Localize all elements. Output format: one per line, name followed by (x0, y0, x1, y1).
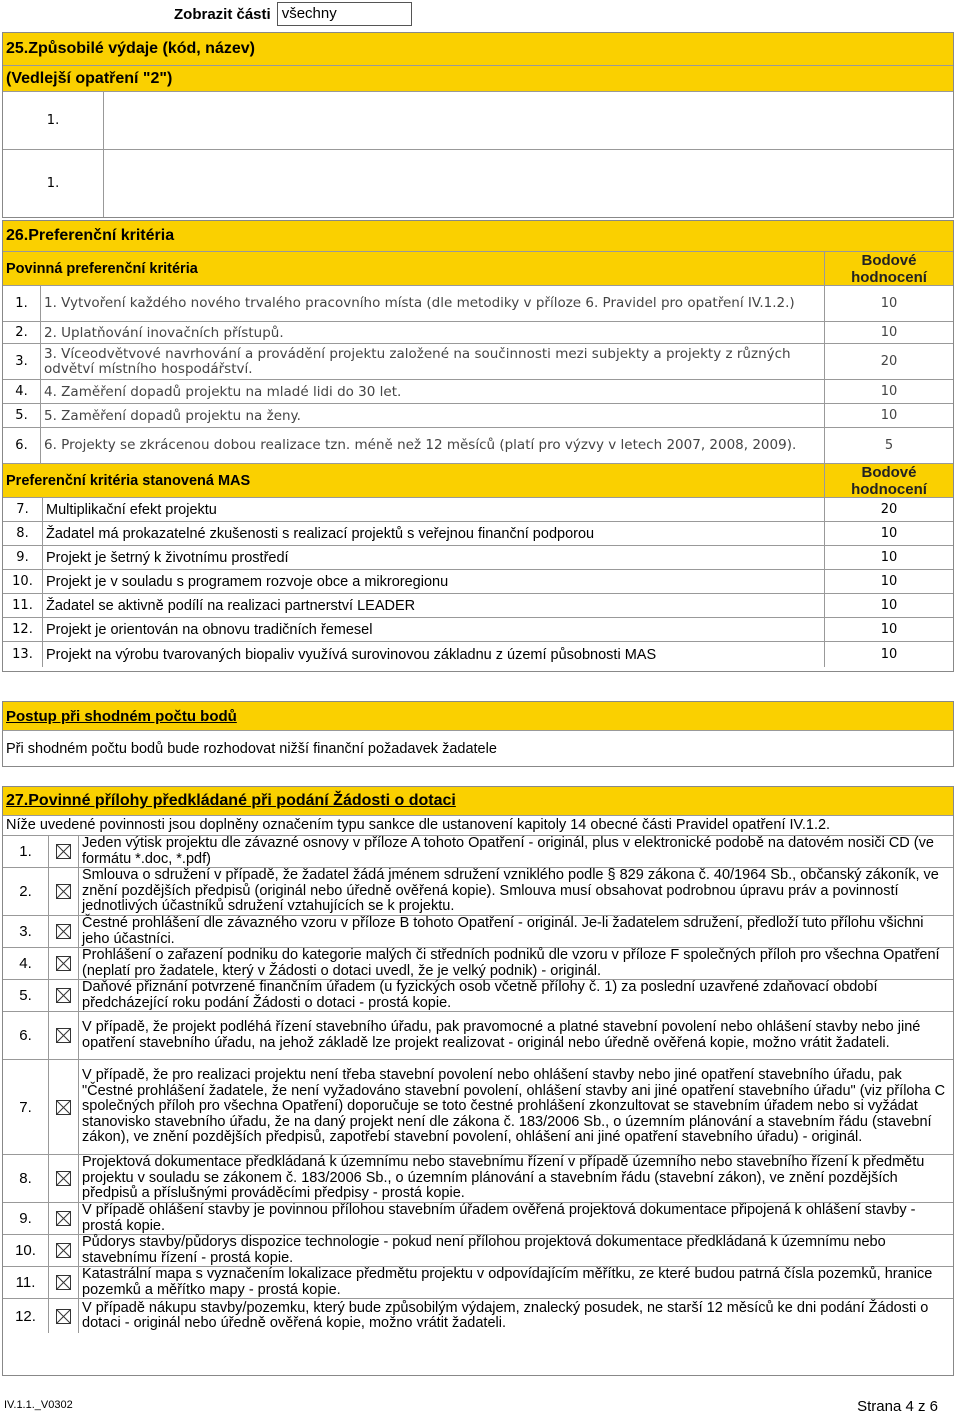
criterion-row (3, 593, 953, 617)
attachment-number: 7. (3, 1060, 49, 1154)
attachment-checkbox-cell (49, 980, 79, 1011)
attachment-number: 6. (3, 1012, 49, 1059)
criterion-number: 13. (3, 642, 43, 667)
attachment-text: Katastrální mapa s vyznačením lokalizace předmětu projektu v odpovídajícím měřítku, ze které budou patrná čísla pozemků, hranice pozemků a měřítko mapy - prostá kopie. (82, 1266, 933, 1298)
criterion-text: Žadatel má prokazatelné zkušenosti s realizací projektů s veřejnou finanční podporou (43, 522, 825, 545)
attachment-checkbox-cell (49, 1155, 79, 1202)
criterion-row (3, 285, 953, 321)
tie-break-section (2, 701, 954, 767)
criterion-points: 20 (880, 354, 898, 369)
criterion-row (3, 521, 953, 545)
attachment-row (3, 1202, 953, 1234)
section-25-subtitle: (Vedlejší opatření "2") (3, 65, 953, 91)
attachment-text: Čestné prohlášení dle závazného vzoru v příloze B tohoto Opatření - originál. Je-li žadatelem sdružení, předloží tuto přílohu všichni jeho účastníci. (82, 915, 924, 947)
criterion-points: 10 (880, 574, 898, 589)
attachment-checkbox-cell (49, 1299, 79, 1333)
attachment-row (3, 1011, 953, 1059)
table-row (3, 91, 953, 149)
attachment-checkbox-cell (49, 916, 79, 947)
criterion-text: Projekt je orientován na obnovu tradičních řemesel (43, 618, 825, 641)
checked-checkbox[interactable] (56, 1275, 71, 1290)
criterion-number: 8. (3, 522, 43, 545)
criterion-points: 10 (880, 296, 898, 311)
criterion-points: 10 (880, 384, 898, 399)
cross-mark-icon (57, 885, 70, 898)
criterion-row (3, 497, 953, 521)
checked-checkbox[interactable] (56, 988, 71, 1003)
points-header: Bodové hodnocení (825, 464, 953, 497)
attachment-checkbox-cell (49, 868, 79, 915)
attachment-number: 2. (3, 868, 49, 915)
criterion-number: 2. (3, 322, 41, 343)
cross-mark-icon (57, 1310, 70, 1323)
attachment-text: Půdorys stavby/půdorys dispozice technologie - pokud není přílohou projektová dokumentace předkládaná k územnímu nebo stavebnímu řízení - prostá kopie. (82, 1234, 886, 1266)
criterion-number: 6. (3, 428, 41, 463)
attachment-number: 10. (3, 1235, 49, 1266)
attachment-text: Prohlášení o zařazení podniku do kategorie malých či středních podniků dle vzoru v příloze F společných příloh pro všechna Opatření (neplatí pro žadatele, který v Žádosti o dotaci uvedl, že je velký podnik) - originál. (82, 947, 940, 979)
criterion-text: 5. Zaměření dopadů projektu na ženy. (41, 404, 825, 427)
attachment-row (3, 979, 953, 1011)
attachment-text: V případě ohlášení stavby je povinnou přílohou stavebním úřadem ověřená projektová dokumentace připojená k ohlášení stavby - prostá kopie. (82, 1202, 916, 1234)
mas-header-row (3, 463, 953, 497)
row-number: 1. (3, 92, 104, 149)
section-27-title: 27.Povinné přílohy předkládané při podání Žádosti o dotaci (3, 787, 953, 815)
checked-checkbox[interactable] (56, 1100, 71, 1115)
criterion-row (3, 343, 953, 379)
attachments-intro: Níže uvedené povinnosti jsou doplněny označením typu sankce dle ustanovení kapitoly 14 obecné části Pravidel opatření IV.1.2. (3, 815, 953, 835)
attachment-text: Jeden výtisk projektu dle závazné osnovy v příloze A tohoto Opatření - originál, plus v elektronické podobě na datovém nosiči CD (ve formátu *.doc, *.pdf) (82, 835, 934, 867)
criterion-number: 5. (3, 404, 41, 427)
attachment-checkbox-cell (49, 1203, 79, 1234)
criterion-points: 10 (880, 550, 898, 565)
criterion-number: 3. (3, 344, 41, 379)
attachment-text: Projektová dokumentace předkládaná k územnímu nebo stavebnímu řízení v případě územního nebo stavebního řízení k předmětu projektu v souladu se zákonem č. 183/2006 Sb., o územním plánování a stavebním řádu (stavební zákon), ve znění pozdějších předpisů a příslušnými prováděcími předpisy - prostá kopie. (82, 1154, 925, 1202)
mandatory-criteria-title: Povinná preferenční kritéria (3, 252, 825, 285)
attachment-row (3, 1059, 953, 1154)
section-select[interactable]: všechny (277, 2, 412, 26)
tie-break-text: Při shodném počtu bodů bude rozhodovat nižší finanční požadavek žadatele (6, 740, 497, 757)
cross-mark-icon (57, 1276, 70, 1289)
cross-mark-icon (57, 1244, 70, 1257)
attachment-number: 1. (3, 836, 49, 867)
checked-checkbox[interactable] (56, 1171, 71, 1186)
attachment-text: Daňové přiznání potvrzené finančním úřadem (u fyzických osob včetně přílohy č. 1) za poslední uzavřené zdaňovací období předcházející roku podání Žádosti o dotaci - prostá kopie. (82, 979, 878, 1011)
cross-mark-icon (57, 845, 70, 858)
criterion-text: Multiplikační efekt projektu (43, 498, 825, 521)
attachment-row (3, 947, 953, 979)
cross-mark-icon (57, 1029, 70, 1042)
criterion-points: 10 (880, 325, 898, 340)
criterion-points: 10 (880, 526, 898, 541)
criterion-points: 10 (880, 647, 898, 662)
attachment-number: 4. (3, 948, 49, 979)
criterion-row (3, 617, 953, 641)
attachment-row (3, 1266, 953, 1298)
criterion-text: 4. Zaměření dopadů projektu na mladé lidi do 30 let. (41, 380, 825, 403)
cross-mark-icon (57, 957, 70, 970)
criterion-points: 5 (884, 438, 894, 453)
criterion-text: Žadatel se aktivně podílí na realizaci partnerství LEADER (43, 594, 825, 617)
row-content (104, 92, 953, 149)
section-25-title: 25.Způsobilé výdaje (kód, název) (3, 33, 953, 65)
table-row (3, 149, 953, 217)
criterion-text: 1. Vytvoření každého nového trvalého pracovního místa (dle metodiky v příloze 6. Pravidel pro opatření IV.1.2.) (41, 286, 825, 321)
section-25 (2, 32, 954, 218)
points-header: Bodové hodnocení (825, 252, 953, 285)
checked-checkbox[interactable] (56, 884, 71, 899)
attachments-list (3, 835, 953, 1333)
attachment-text: V případě nákupu stavby/pozemku, který bude způsobilým výdajem, znalecký posudek, ne starší 12 měsíců ke dni podání Žádosti o dotaci - originál nebo úředně ověřená kopie, možno vrátit žadateli. (82, 1299, 929, 1331)
row-content (104, 150, 953, 217)
checked-checkbox[interactable] (56, 1028, 71, 1043)
tie-break-row (3, 730, 953, 766)
attachment-row (3, 1154, 953, 1202)
criterion-text: Projekt je v souladu s programem rozvoje obce a mikroregionu (43, 570, 825, 593)
criterion-text: 3. Víceodvětvové navrhování a provádění projektu založené na součinnosti mezi subjekty a projekty z různých odvětví místního hospodářství. (41, 344, 825, 379)
attachment-number: 12. (3, 1299, 49, 1333)
attachment-checkbox-cell (49, 948, 79, 979)
checked-checkbox[interactable] (56, 924, 71, 939)
criterion-number: 12. (3, 618, 43, 641)
criterion-row (3, 545, 953, 569)
section-26 (2, 220, 954, 672)
checked-checkbox[interactable] (56, 844, 71, 859)
criterion-number: 1. (3, 286, 41, 321)
attachment-number: 9. (3, 1203, 49, 1234)
attachment-number: 3. (3, 916, 49, 947)
cross-mark-icon (57, 1172, 70, 1185)
attachment-row (3, 867, 953, 915)
cross-mark-icon (57, 989, 70, 1002)
criterion-points: 20 (880, 502, 898, 517)
criterion-text: 2. Uplatňování inovačních přístupů. (41, 322, 825, 343)
attachment-text: V případě, že projekt podléhá řízení stavebního úřadu, pak pravomocné a platné stavební povolení nebo ohlášení stavby nebo jiné opatření stavebního úřadu, na jehož základě lze projekt realizovat - originál nebo úředně ověřená kopie, možno vrátit žadateli. (82, 1019, 921, 1051)
cross-mark-icon (57, 1212, 70, 1225)
criterion-number: 7. (3, 498, 43, 521)
attachment-checkbox-cell (49, 1012, 79, 1059)
checked-checkbox[interactable] (56, 956, 71, 971)
criterion-points: 10 (880, 408, 898, 423)
cross-mark-icon (57, 925, 70, 938)
criterion-row (3, 321, 953, 343)
filter-label: Zobrazit části (174, 5, 271, 23)
criterion-number: 10. (3, 570, 43, 593)
criterion-number: 11. (3, 594, 43, 617)
attachment-row (3, 835, 953, 867)
criterion-row (3, 379, 953, 403)
criterion-text: Projekt na výrobu tvarovaných biopaliv využívá surovinovou základnu z území působnosti MAS (43, 642, 825, 667)
attachment-row (3, 915, 953, 947)
checked-checkbox[interactable] (56, 1309, 71, 1324)
page-number: Strana 4 z 6 (857, 1398, 938, 1415)
criterion-text: 6. Projekty se zkrácenou dobou realizace tzn. méně než 12 měsíců (platí pro výzvy v letech 2007, 2008, 2009). (41, 428, 825, 463)
row-number: 1. (3, 150, 104, 217)
attachment-number: 8. (3, 1155, 49, 1202)
section-26-title: 26.Preferenční kritéria (3, 221, 953, 251)
attachment-checkbox-cell (49, 836, 79, 867)
attachment-number: 11. (3, 1267, 49, 1298)
tie-break-title: Postup při shodném počtu bodů (3, 702, 953, 730)
checked-checkbox[interactable] (56, 1243, 71, 1258)
section-27 (2, 786, 954, 1376)
cross-mark-icon (57, 1101, 70, 1114)
attachment-row (3, 1234, 953, 1266)
attachment-text: Smlouva o sdružení v případě, že žadatel žádá jménem sdružení vzniklého podle § 829 zákona č. 40/1964 Sb., občanský zákoník, ve znění pozdějších předpisů (originál nebo úředně ověřená kopie). Smlouva musí obsahovat podrobnou úpravu práv a povinností jednotlivých účastníků sdružení vztahujících se k projektu. (82, 867, 939, 915)
criterion-row (3, 427, 953, 463)
mandatory-header-row (3, 251, 953, 285)
attachment-text: V případě, že pro realizaci projektu není třeba stavební povolení nebo ohlášení stavby nebo jiné opatření stavebního úřadu, pak "Čestné prohlášení žadatele, že není vyžadováno stavební povolení, ohlášení stavby ani jiné opatření stavebního úřadu" (viz příloha C společných příloh pro všechna Opatření) doporučuje se toto čestné prohlášení zkonzultovat se stavebním úřadem nebo si vyžádat stanovisko stavebního úřadu, že na daný projekt není dle zákona č. 183/2006 Sb., o územním plánování a stavebním řádu (stavební zákon), ve znění pozdějších předpisů, zapotřebí stavební povolení, ohlášení ani jiné opatření stavebního úřadu) - originál. (82, 1067, 946, 1146)
criterion-row (3, 403, 953, 427)
attachment-number: 5. (3, 980, 49, 1011)
criterion-number: 4. (3, 380, 41, 403)
criterion-row (3, 569, 953, 593)
attachment-checkbox-cell (49, 1267, 79, 1298)
criterion-text: Projekt je šetrný k životnímu prostředí (43, 546, 825, 569)
attachment-checkbox-cell (49, 1235, 79, 1266)
checked-checkbox[interactable] (56, 1211, 71, 1226)
criterion-row (3, 641, 953, 667)
criterion-points: 10 (880, 622, 898, 637)
mas-criteria-title: Preferenční kritéria stanovená MAS (3, 464, 825, 497)
attachment-checkbox-cell (49, 1060, 79, 1154)
criterion-points: 10 (880, 598, 898, 613)
section-filter (174, 2, 412, 26)
document-code: IV.1.1._V0302 (4, 1399, 73, 1411)
criterion-number: 9. (3, 546, 43, 569)
attachment-row (3, 1298, 953, 1333)
